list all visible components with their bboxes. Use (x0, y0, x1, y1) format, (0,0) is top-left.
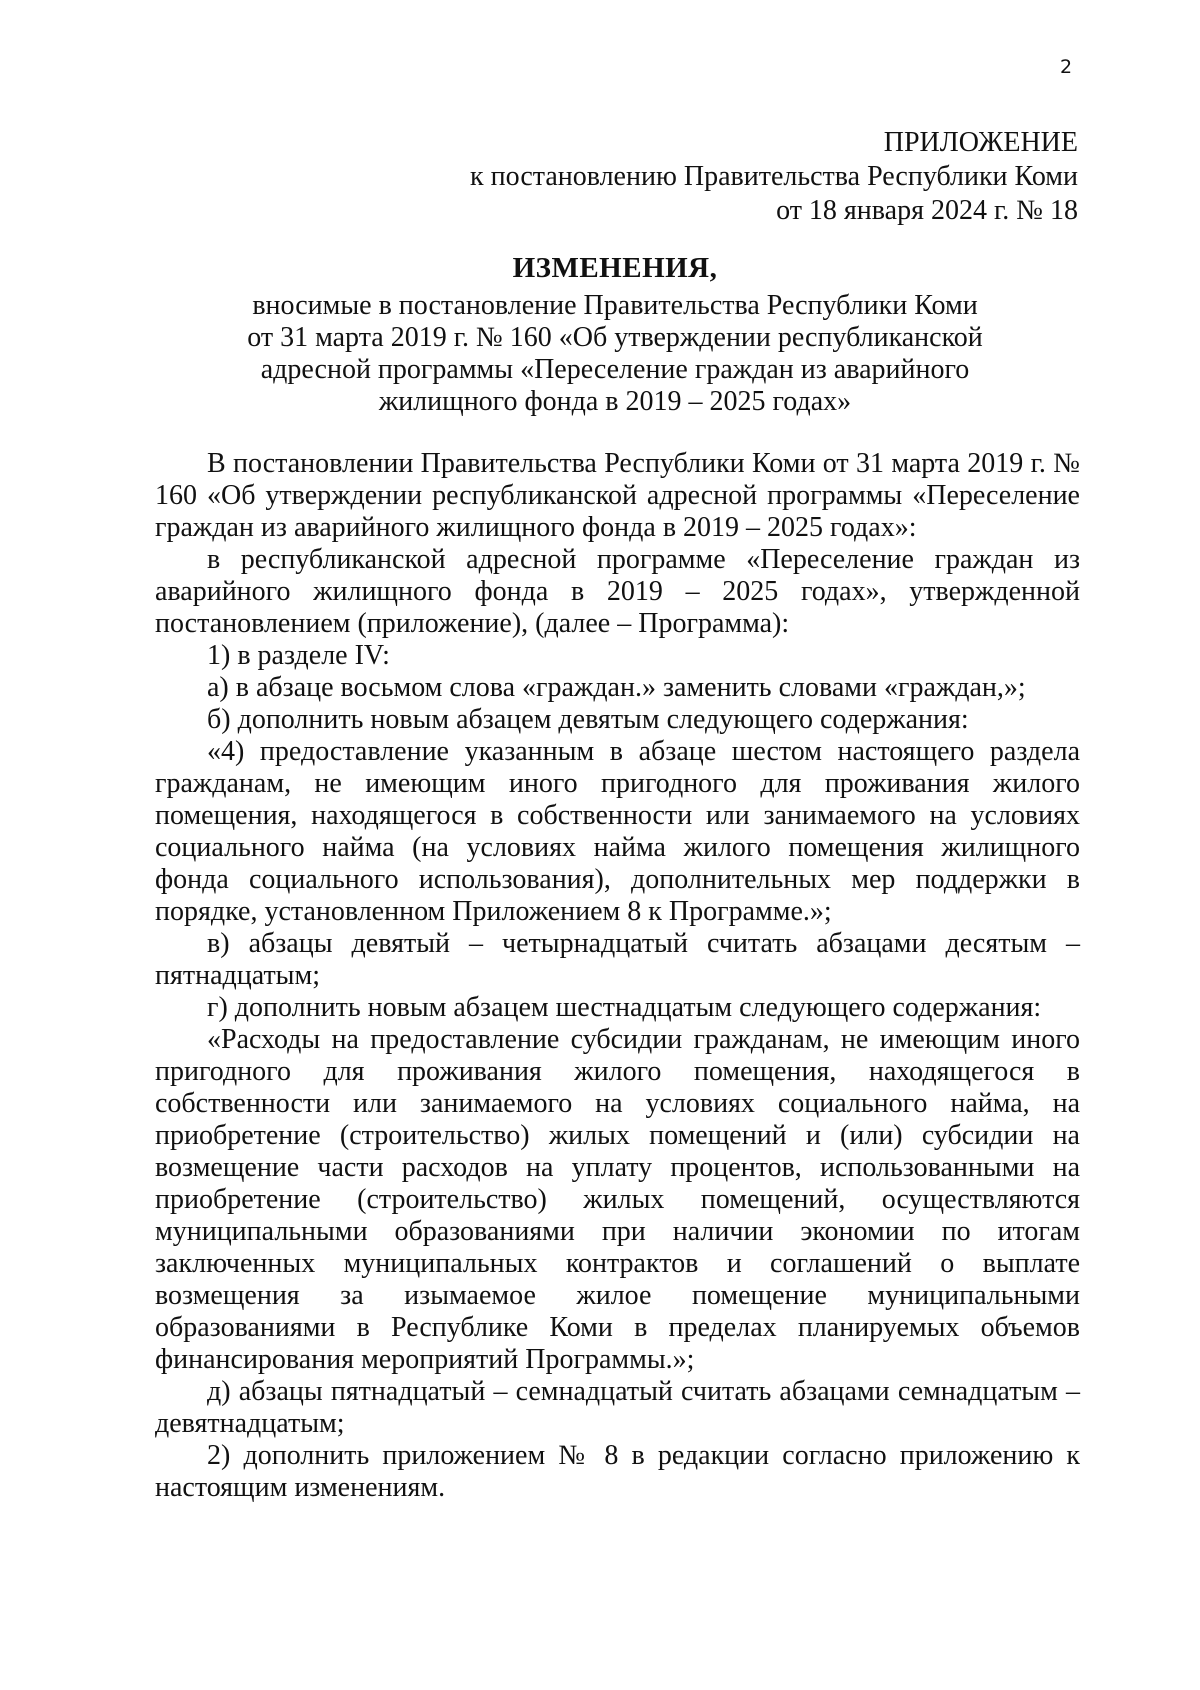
body-paragraph: В постановлении Правительства Республики Коми от 31 марта 2019 г. № 160 «Об утверждении республиканской адресной программы «Переселение граждан из аварийного жилищного фонда в 2019 – 2025 годах»: (155, 448, 1080, 543)
body-paragraph: 2) дополнить приложением № 8 в редакции согласно приложению к настоящим изменениям. (155, 1440, 1080, 1503)
annex-reference: к постановлению Правительства Республики Коми (470, 161, 1078, 192)
body-paragraph: а) в абзаце восьмом слова «граждан.» заменить словами «граждан,»; (207, 672, 1026, 703)
body-paragraph: 1) в разделе IV: (207, 640, 390, 671)
annex-date: от 18 января 2024 г. № 18 (776, 195, 1078, 226)
body-paragraph: б) дополнить новым абзацем девятым следующего содержания: (207, 704, 969, 735)
body-paragraph: в) абзацы девятый – четырнадцатый считать абзацами десятым – пятнадцатым; (155, 928, 1080, 991)
annex-title: ПРИЛОЖЕНИЕ (883, 127, 1078, 158)
document-title-block (150, 250, 1080, 418)
page-number: 2 (1060, 56, 1073, 78)
body-paragraph: в республиканской адресной программе «Переселение граждан из аварийного жилищного фонда в 2019 – 2025 годах», утвержденной постановлением (приложение), (далее – Программа): (155, 544, 1080, 639)
subtitle-line: вносимые в постановление Правительства Республики Коми (252, 290, 978, 321)
document-subtitle (150, 290, 1080, 418)
subtitle-line: адресной программы «Переселение граждан из аварийного (260, 354, 970, 385)
body-paragraph: д) абзацы пятнадцатый – семнадцатый считать абзацами семнадцатым – девятнадцатым; (155, 1376, 1080, 1439)
document-body (155, 448, 1080, 1504)
annex-header (378, 126, 1078, 228)
subtitle-line: от 31 марта 2019 г. № 160 «Об утверждении республиканской (247, 322, 983, 353)
body-paragraph: «Расходы на предоставление субсидии гражданам, не имеющим иного пригодного для проживания жилого помещения, находящегося в собственности или занимаемого на условиях социального найма, на приобретение (строительство) жилых помещений и (или) субсидии на возмещение части расходов на уплату процентов, использованными на приобретение (строительство) жилых помещений, осуществляются муниципальными образованиями при наличии экономии по итогам заключенных муниципальных контрактов и соглашений о выплате возмещения за изымаемое жилое помещение муниципальными образованиями в Республике Коми в пределах планируемых объемов финансирования мероприятий Программы.»; (155, 1024, 1080, 1375)
body-paragraph: «4) предоставление указанным в абзаце шестом настоящего раздела гражданам, не имеющим иного пригодного для проживания жилого помещения, находящегося в собственности или занимаемого на условиях социального найма (на условиях найма жилого помещения жилищного фонда социального использования), дополнительных мер поддержки в порядке, установленном Приложением 8 к Программе.»; (155, 736, 1080, 927)
document-heading: ИЗМЕНЕНИЯ, (512, 252, 718, 284)
subtitle-line: жилищного фонда в 2019 – 2025 годах» (378, 386, 852, 417)
body-paragraph: г) дополнить новым абзацем шестнадцатым следующего содержания: (207, 992, 1042, 1023)
